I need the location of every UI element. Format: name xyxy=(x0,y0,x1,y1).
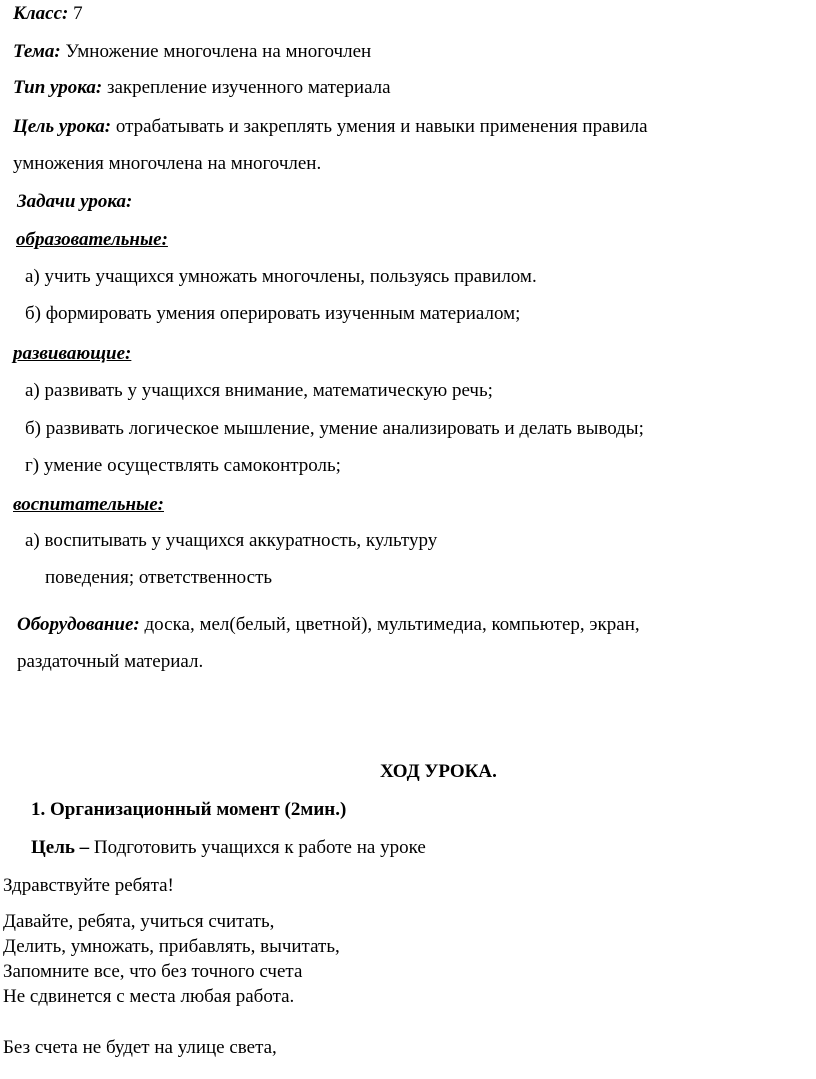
class-value: 7 xyxy=(73,3,83,24)
developing-item-g: г) умение осуществлять самоконтроль; xyxy=(25,455,341,476)
equipment-value: доска, мел(белый, цветной), мультимедиа, компьютер, экран, xyxy=(144,614,640,635)
poem-line-1: Давайте, ребята, учиться считать, xyxy=(3,911,275,932)
upbringing-item-a: а) воспитывать у учащихся аккуратность, культуру xyxy=(25,530,438,551)
topic-value: Умножение многочлена на многочлен xyxy=(65,41,372,62)
step1-goal-label: Цель – xyxy=(31,837,90,858)
tasks-title: Задачи урока: xyxy=(17,191,133,212)
step1-goal-value: Подготовить учащихся к работе на уроке xyxy=(93,837,426,858)
goal-line-2: умножения многочлена на многочлен. xyxy=(13,153,322,174)
equipment-label: Оборудование: xyxy=(17,614,140,635)
class-label: Класс: xyxy=(13,3,69,24)
poem-line-2: Делить, умножать, прибавлять, вычитать, xyxy=(3,936,340,957)
topic-label: Тема: xyxy=(13,41,61,62)
poem-line-4: Не сдвинется с места любая работа. xyxy=(3,986,295,1007)
poem2-line-1: Без счета не будет на улице света, xyxy=(3,1037,277,1058)
educational-item-b: б) формировать умения оперировать изученным материалом; xyxy=(25,303,521,324)
developing-item-a: а) развивать у учащихся внимание, математическую речь; xyxy=(25,380,493,401)
goal-line xyxy=(13,116,648,138)
upbringing-item-a-cont: поведения; ответственность xyxy=(45,567,273,588)
topic-line xyxy=(13,41,371,63)
poem-line-3: Запомните все, что без точного счета xyxy=(3,961,303,982)
equipment-line-2: раздаточный материал. xyxy=(17,651,204,672)
goal-value: отрабатывать и закреплять умения и навыки применения правила xyxy=(115,116,648,137)
step1-goal-line xyxy=(31,837,426,859)
lesson-type-line xyxy=(13,77,391,99)
developing-title: развивающие: xyxy=(13,343,132,364)
educational-item-a: а) учить учащихся умножать многочлены, пользуясь правилом. xyxy=(25,266,537,287)
lesson-type-label: Тип урока: xyxy=(13,77,103,98)
developing-item-b: б) развивать логическое мышление, умение анализировать и делать выводы; xyxy=(25,418,644,439)
goal-label: Цель урока: xyxy=(13,116,112,137)
class-line xyxy=(13,3,83,25)
course-title: ХОД УРОКА. xyxy=(380,761,497,782)
lesson-type-value: закрепление изученного материала xyxy=(106,77,391,98)
greeting: Здравствуйте ребята! xyxy=(3,875,174,896)
educational-title: образовательные: xyxy=(16,229,168,250)
equipment-line xyxy=(17,614,640,636)
upbringing-title: воспитательные: xyxy=(13,494,164,515)
step1-title: 1. Организационный момент (2мин.) xyxy=(31,799,347,820)
